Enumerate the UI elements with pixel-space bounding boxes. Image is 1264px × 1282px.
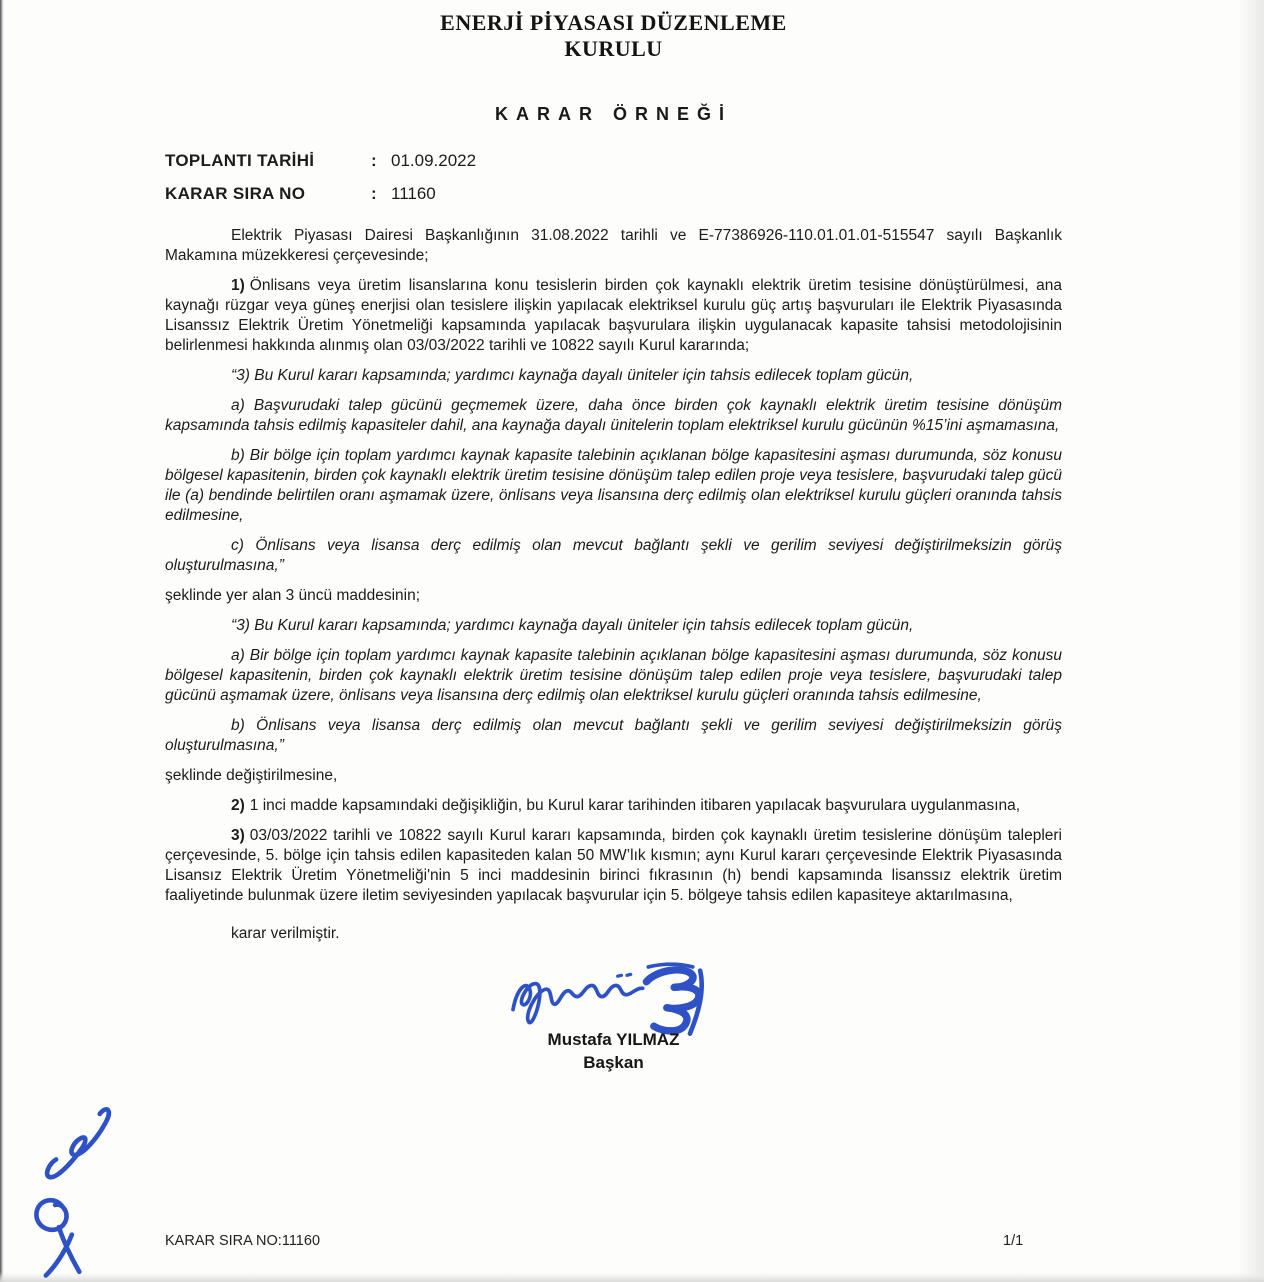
paragraph-item-3: [165, 826, 1062, 906]
decision-number-label: KARAR SIRA NO: [165, 184, 306, 203]
organization-title-line2: KURULU: [564, 36, 663, 61]
paragraph-item-2: [165, 796, 1062, 816]
paragraph-number: 2): [231, 797, 245, 814]
signatory-title: Başkan: [583, 1053, 644, 1072]
footer-page-number: 1/1: [1003, 1233, 1024, 1249]
meeting-date-colon: :: [371, 151, 377, 170]
transition-line-old: [165, 586, 1062, 606]
signature-block: [165, 954, 1062, 1074]
quoted-clause-3-old: [165, 366, 1062, 386]
quoted-clause-b-new: [165, 716, 1062, 756]
paragraph-preamble: [165, 226, 1062, 266]
organization-title: [165, 10, 1062, 62]
paragraph-text: a) Bir bölge için toplam yardımcı kaynak kapasite talebinin açıklanan bölge kapasitesini aşması durumunda, söz konusu bölgesel kapasitenin, birden çok kaynaklı elektrik üretim tesisine dönüşüm talep edilen proje veya tesislere, başvurudaki talep gücünü aşmamak üzere, önlisans veya lisansına derç edilmiş olan elektriksel kurulu güçleri oranında tahsis edilmesine,: [165, 647, 1062, 704]
quoted-clause-b-old: [165, 446, 1062, 526]
paragraph-text: b) Önlisans veya lisansa derç edilmiş olan mevcut bağlantı şekli ve gerilim seviyesi değiştirilmeksizin görüş oluşturulmasına,”: [165, 717, 1062, 754]
signatory-name: Mustafa YILMAZ: [547, 1030, 680, 1049]
closing-line: [165, 924, 1062, 944]
paragraph-text: “3) Bu Kurul kararı kapsamında; yardımcı kaynağa dayalı üniteler için tahsis edilecek toplam gücün,: [231, 367, 914, 384]
quoted-clause-3-new: [165, 616, 1062, 636]
organization-title-line1: ENERJİ PİYASASI DÜZENLEME: [440, 10, 787, 35]
paragraph-number: 1): [231, 277, 245, 294]
paragraph-text: şeklinde değiştirilmesine,: [165, 767, 338, 784]
decision-number-value: 11160: [391, 184, 436, 203]
transition-line-new: [165, 766, 1062, 786]
paragraph-item-1: [165, 276, 1062, 356]
decision-body: [165, 226, 1062, 944]
meeting-date-value: 01.09.2022: [391, 151, 477, 170]
document-type-heading: KARAR ÖRNEĞİ: [494, 104, 732, 124]
initials-paraph-icon: [18, 1102, 148, 1280]
quoted-clause-c-old: [165, 536, 1062, 576]
paragraph-text: şeklinde yer alan 3 üncü maddesinin;: [165, 587, 421, 604]
paragraph-text: c) Önlisans veya lisansa derç edilmiş olan mevcut bağlantı şekli ve gerilim seviyesi değiştirilmeksizin görüş oluşturulmasına,”: [165, 537, 1062, 574]
quoted-clause-a-old: [165, 396, 1062, 436]
paragraph-text: “3) Bu Kurul kararı kapsamında; yardımcı kaynağa dayalı üniteler için tahsis edilecek toplam gücün,: [231, 617, 914, 634]
paragraph-text: Elektrik Piyasası Dairesi Başkanlığının 31.08.2022 tarihli ve E-77386926-110.01.01.01-515547 sayılı Başkanlık Makamına müzekkeresi çerçevesinde;: [165, 227, 1062, 264]
quoted-clause-a-new: [165, 646, 1062, 706]
paragraph-text: Önlisans veya üretim lisanslarına konu tesislerin birden çok kaynaklı elektrik üretim tesisine dönüştürülmesi, ana kaynağı rüzgar veya güneş enerjisi olan tesislere ilişkin yapılacak elektriksel kurulu güç artış başvuruları ile Elektrik Piyasasında Lisanssız Elektrik Üretim Yönetmeliği kapsamında yapılacak başvurulara ilişkin uygulanacak kapasite tahsisi metodolojisinin belirlenmesi hakkında alınmış olan 03/03/2022 tarihli ve 10822 sayılı Kurul kararında;: [165, 277, 1062, 354]
paragraph-text: 1 inci madde kapsamındaki değişikliğin, bu Kurul karar tarihinden itibaren yapılacak başvurulara uygulanmasına,: [249, 797, 1021, 814]
meeting-date-row: [165, 151, 1062, 171]
paragraph-text: a) Başvurudaki talep gücünü geçmemek üzere, daha önce birden çok kaynaklı elektrik üretim tesisine dönüşüm kapsamında tahsis edilmiş kapasiteler dahil, ana kaynağa dayalı ünitelerin toplam elektriksel kurulu gücünün %15’ini aşmamasına,: [165, 397, 1062, 434]
decision-number-colon: :: [371, 184, 377, 203]
meeting-date-label: TOPLANTI TARİHİ: [165, 151, 315, 170]
paragraph-text: karar verilmiştir.: [231, 925, 340, 942]
meta-section: [165, 151, 1062, 204]
decision-number-row: [165, 184, 1062, 204]
scan-edge-bottom: [0, 1272, 1264, 1282]
paragraph-text: 03/03/2022 tarihli ve 10822 sayılı Kurul kararı kapsamında, birden çok kaynaklı üretim tesislerine dönüşüm talepleri çerçevesinde, 5. bölge için tahsis edilen kapasiteden kalan 50 MW’lık kısmın; aynı Kurul kararı çerçevesinde Elektrik Piyasasında Lisansız Elektrik Üretim Yönetmeliği'nin 5 inci maddesinin birinci fıkrasının (h) bendi kapsamında lisanssız elektrik üretim faaliyetinde bulunmak üzere iletim seviyesinden yapılacak başvurular için 5. bölgeye tahsis edilen kapasiteye aktarılmasına,: [165, 827, 1062, 904]
footer-decision-number: KARAR SIRA NO:11160: [165, 1233, 321, 1249]
paragraph-text: b) Bir bölge için toplam yardımcı kaynak kapasite talebinin açıklanan bölge kapasitesini aşması durumunda, söz konusu bölgesel kapasitenin, birden çok kaynaklı elektrik üretim tesisine dönüşüm talep edilen proje veya tesislere, başvurudaki talep gücü ile (a) bendinde belirtilen oranı aşmamak üzere, önlisans veya lisansına derç edilmiş olan elektriksel kurulu güçleri oranında tahsis edilmesine,: [165, 447, 1062, 524]
paragraph-number: 3): [231, 827, 245, 844]
